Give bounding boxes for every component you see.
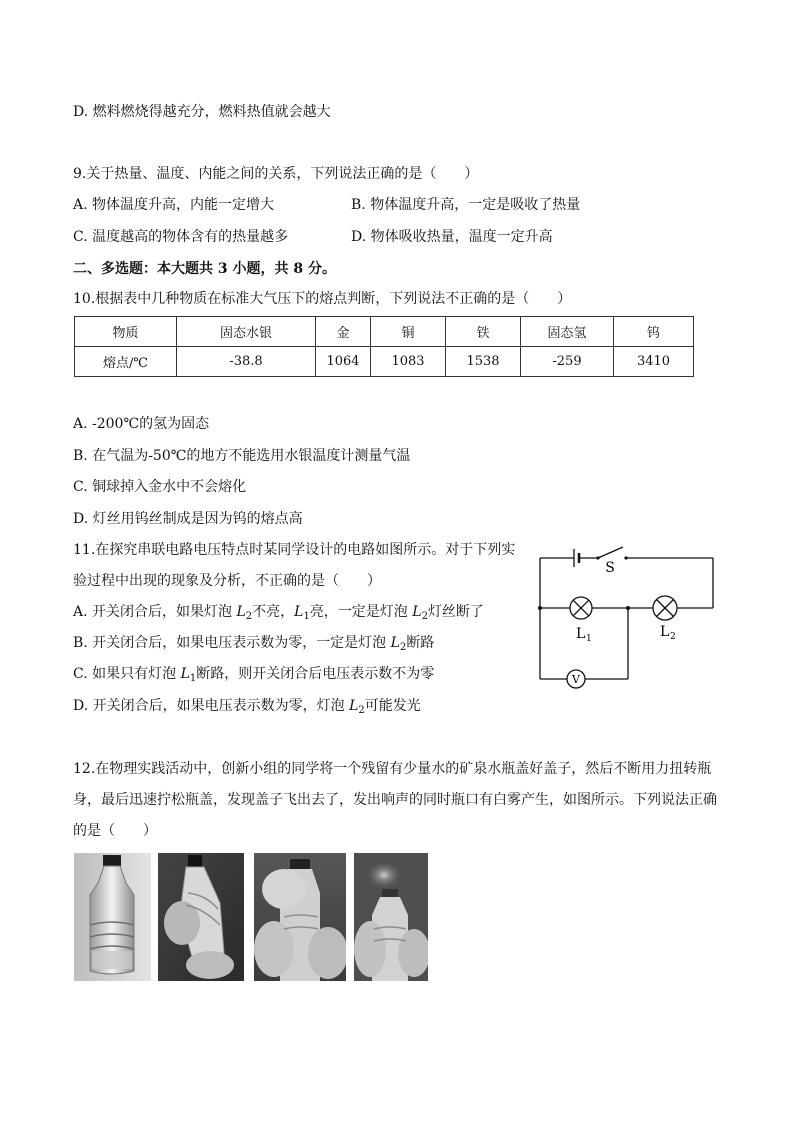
bottle-photo-2 — [158, 853, 244, 981]
q11-option-d: D. 开关闭合后，如果电压表示数为零，灯泡 $L_2$可能发光 — [73, 698, 421, 716]
lamp2-label: L — [660, 624, 670, 640]
q10-option-c: C. 铜球掉入金水中不会熔化 — [73, 479, 247, 495]
bottle-photo-1 — [74, 853, 151, 981]
q11-option-c: C. 如果只有灯泡 $L_1$断路，则开关闭合后电压表示数不为零 — [73, 666, 435, 684]
bottle-photo-3 — [254, 853, 346, 981]
q9-option-d: D. 物体吸收热量，温度一定升高 — [351, 229, 553, 245]
table-header-row — [75, 317, 694, 347]
table-cell: 1538 — [446, 347, 521, 377]
q9-stem: 9.关于热量、温度、内能之间的关系，下列说法正确的是（ ） — [73, 166, 479, 182]
q9-option-b: B. 物体温度升高，一定是吸收了热量 — [351, 197, 581, 213]
junction-dot — [626, 606, 630, 610]
q12-stem-line1: 12.在物理实践活动中，创新小组的同学将一个残留有少量水的矿泉水瓶盖好盖子，然后不断用力扭转瓶 — [73, 761, 712, 777]
switch-contact — [624, 556, 627, 559]
lamp2-subscript: 2 — [670, 632, 676, 642]
table-cell: 1083 — [371, 347, 446, 377]
table-cell: 3410 — [614, 347, 694, 377]
q11-option-b: B. 开关闭合后，如果电压表示数为零，一定是灯泡 $L_2$断路 — [73, 635, 435, 653]
switch-label: S — [605, 560, 615, 576]
table-cell: 铁 — [446, 317, 521, 347]
q12-stem-line3: 的是（ ） — [73, 823, 157, 839]
q11-option-a: A. 开关闭合后，如果灯泡 $L_2$不亮，$L_1$亮，一定是灯泡 $L_2$灯丝断了 — [73, 604, 484, 622]
table-cell: 1064 — [316, 347, 371, 377]
q10-stem: 10.根据表中几种物质在标准大气压下的熔点判断，下列说法不正确的是（ ） — [73, 291, 572, 307]
q10-option-a: A. -200℃的氢为固态 — [73, 416, 210, 432]
white-mist — [366, 861, 402, 889]
table-cell: 金 — [316, 317, 371, 347]
q9-option-a: A. 物体温度升高，内能一定增大 — [73, 197, 275, 213]
lamp1-subscript: 1 — [586, 634, 592, 644]
table-cell: 铜 — [371, 317, 446, 347]
lamp1-label: L — [576, 626, 586, 642]
q9-option-c: C. 温度越高的物体含有的热量越多 — [73, 229, 289, 245]
q10-option-b: B. 在气温为-50℃的地方不能选用水银温度计测量气温 — [73, 448, 411, 464]
table-cell: 物质 — [75, 317, 177, 347]
table-row — [75, 347, 694, 377]
q10-option-d: D. 灯丝用钨丝制成是因为钨的熔点高 — [73, 511, 303, 527]
switch-pivot — [596, 556, 599, 559]
table-cell: 钨 — [614, 317, 694, 347]
table-cell: 固态氢 — [521, 317, 614, 347]
bottle-photo-4 — [354, 853, 428, 981]
q11-stem-line2: 验过程中出现的现象及分析，不正确的是（ ） — [73, 573, 381, 589]
table-cell: -38.8 — [177, 347, 316, 377]
circuit-diagram — [530, 540, 725, 698]
section-heading: 二、多选题：本大题共 3 小题，共 8 分。 — [73, 261, 336, 277]
voltmeter-label: V — [572, 673, 580, 686]
q11-stem-line1: 11.在探究串联电路电压特点时某同学设计的电路如图所示。对于下列实 — [73, 542, 516, 558]
q12-stem-line2: 身，最后迅速拧松瓶盖，发现盖子飞出去了，发出响声的同时瓶口有白雾产生，如图所示。下列说法正确 — [73, 792, 717, 808]
q8-option-d: D. 燃料燃烧得越充分，燃料热值就会越大 — [73, 104, 331, 120]
melting-point-table — [74, 316, 694, 377]
table-cell: 固态水银 — [177, 317, 316, 347]
table-cell: -259 — [521, 347, 614, 377]
switch-lever — [598, 547, 623, 558]
table-cell: 熔点/℃ — [75, 347, 177, 377]
junction-dot — [538, 606, 542, 610]
